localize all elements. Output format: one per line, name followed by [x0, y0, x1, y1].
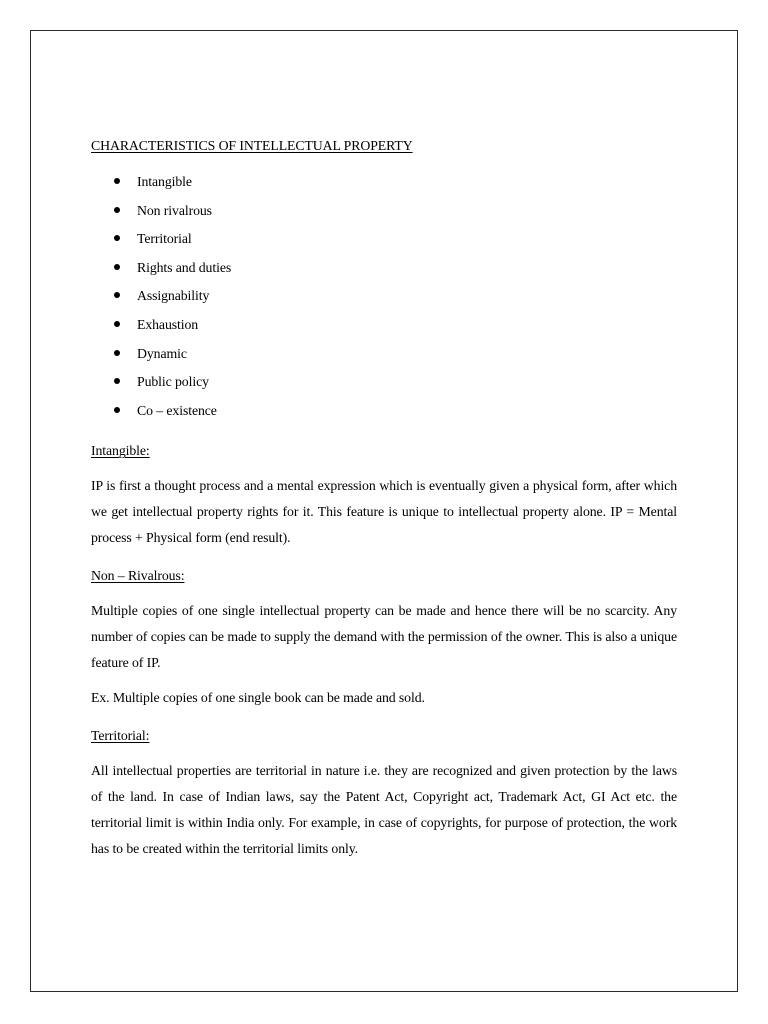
- bullet-icon: [114, 350, 120, 356]
- characteristics-list: [91, 169, 677, 426]
- list-item-label: Dynamic: [137, 345, 187, 361]
- section-heading-non-rivalrous: Non – Rivalrous:: [91, 568, 185, 584]
- list-item-label: Intangible: [137, 174, 192, 189]
- document-content: [91, 133, 677, 862]
- section-paragraph-intangible: IP is first a thought process and a mental expression which is eventually given a physical form, after which we get intellectual property rights for it. This feature is unique to intellectual property alone. IP = Mental process + Physical form (end result).: [91, 478, 677, 546]
- section-heading-territorial: Territorial:: [91, 728, 150, 744]
- section-paragraph-non-rivalrous: Multiple copies of one single intellectual property can be made and hence there will be no scarcity. Any number of copies can be made to supply the demand with the permission of the owner. This is also a unique feature of IP.: [91, 603, 677, 671]
- bullet-icon: [114, 207, 120, 213]
- bullet-icon: [114, 178, 120, 184]
- bullet-icon: [114, 321, 120, 327]
- list-item: [91, 169, 677, 198]
- list-item-label: Exhaustion: [137, 316, 199, 332]
- bullet-icon: [114, 235, 120, 241]
- list-item: [91, 198, 677, 227]
- list-item: [91, 255, 677, 284]
- document-title: CHARACTERISTICS OF INTELLECTUAL PROPERTY: [91, 138, 413, 153]
- list-item-label: Assignability: [137, 288, 210, 304]
- bullet-icon: [114, 264, 120, 270]
- document-page: [30, 30, 738, 992]
- list-item-label: Rights and duties: [137, 259, 232, 275]
- list-item: [91, 341, 677, 370]
- section-example-non-rivalrous: Ex. Multiple copies of one single book can be made and sold.: [91, 690, 425, 706]
- list-item: [91, 369, 677, 398]
- list-item-label: Co – existence: [137, 402, 217, 418]
- list-item: [91, 226, 677, 255]
- bullet-icon: [114, 378, 120, 384]
- bullet-icon: [114, 292, 120, 298]
- list-item: [91, 398, 677, 427]
- list-item-label: Territorial: [137, 231, 192, 247]
- section-heading-intangible: Intangible:: [91, 443, 150, 459]
- list-item: [91, 283, 677, 312]
- section-paragraph-territorial: All intellectual properties are territorial in nature i.e. they are recognized and given protection by the laws of the land. In case of Indian laws, say the Patent Act, Copyright act, Trademark Act, GI Act etc. the territorial limit is within India only. For example, in case of copyrights, for purpose of protection, the work has to be created within the territorial limits only.: [91, 763, 677, 857]
- bullet-icon: [114, 407, 120, 413]
- list-item: [91, 312, 677, 341]
- list-item-label: Non rivalrous: [137, 202, 212, 218]
- list-item-label: Public policy: [137, 374, 209, 390]
